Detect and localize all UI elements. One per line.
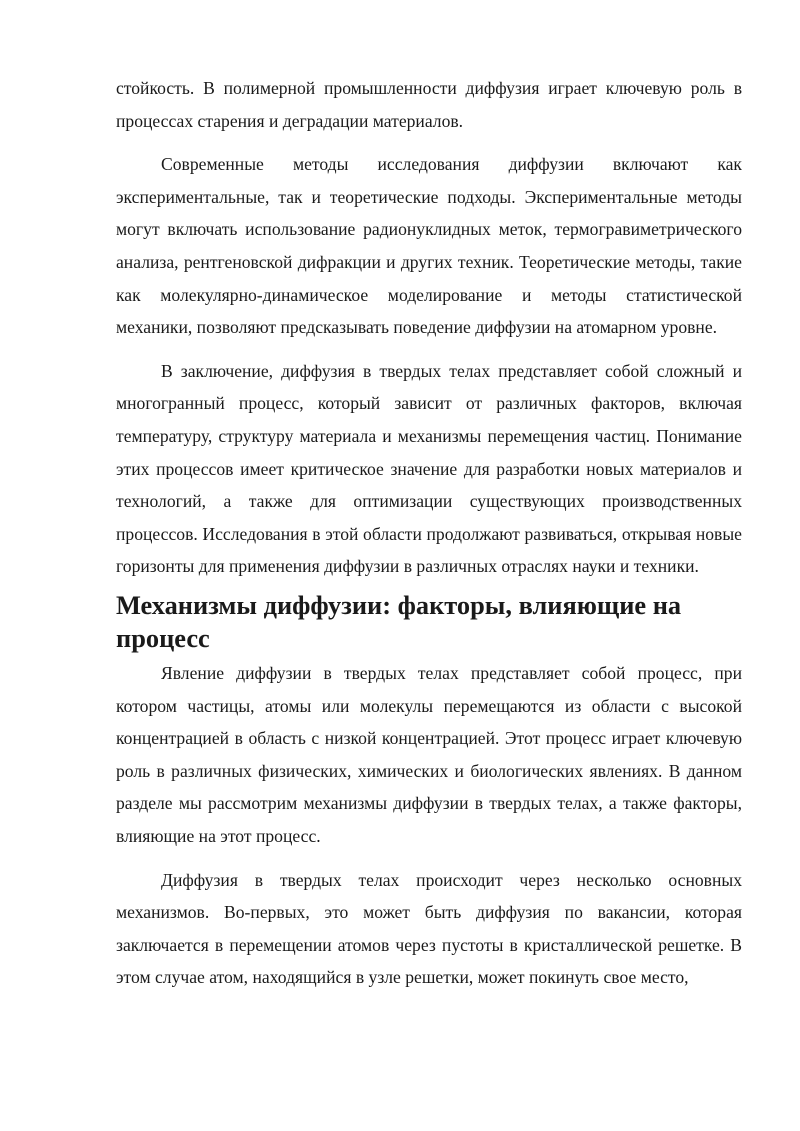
document-body xyxy=(116,72,742,994)
paragraph-conclusion: В заключение, диффузия в твердых телах представляет собой сложный и многогранный процесс, который зависит от различных факторов, включая температуру, структуру материала и механизмы перемещения частиц. Понимание этих процессов имеет критическое значение для разработки новых материалов и технологий, а также для оптимизации существующих производственных процессов. Исследования в этой области продолжают развиваться, открывая новые горизонты для применения диффузии в различных отраслях науки и техники. xyxy=(116,360,742,577)
paragraph-diffusion-mechanisms: Диффузия в твердых телах происходит через несколько основных механизмов. Во-первых, это может быть диффузия по вакансии, которая заключается в перемещении атомов через пустоты в кристаллической решетке. В этом случае атом, находящийся в узле решетки, может покинуть свое место, xyxy=(116,869,742,988)
paragraph-diffusion-phenomenon: Явление диффузии в твердых телах представляет собой процесс, при котором частицы, атомы или молекулы перемещаются из области с высокой концентрацией в область с низкой концентрацией. Этот процесс играет ключевую роль в различных физических, химических и биологических явлениях. В данном разделе мы рассмотрим механизмы диффузии в твердых телах, а также факторы, влияющие на этот процесс. xyxy=(116,663,742,847)
paragraph-continued: стойкость. В полимерной промышленности диффузия играет ключевую роль в процессах старения и деградации материалов. xyxy=(116,78,742,131)
paragraph-research-methods: Современные методы исследования диффузии включают как экспериментальные, так и теоретические подходы. Экспериментальные методы могут включать использование радионуклидных меток, термогравиметрического анализа, рентгеновской дифракции и других техник. Теоретические методы, такие как молекулярно-динамическое моделирование и методы статистической механики, позволяют предсказывать поведение диффузии на атомарном уровне. xyxy=(116,154,742,338)
section-heading: Механизмы диффузии: факторы, влияющие на процесс xyxy=(116,589,682,653)
